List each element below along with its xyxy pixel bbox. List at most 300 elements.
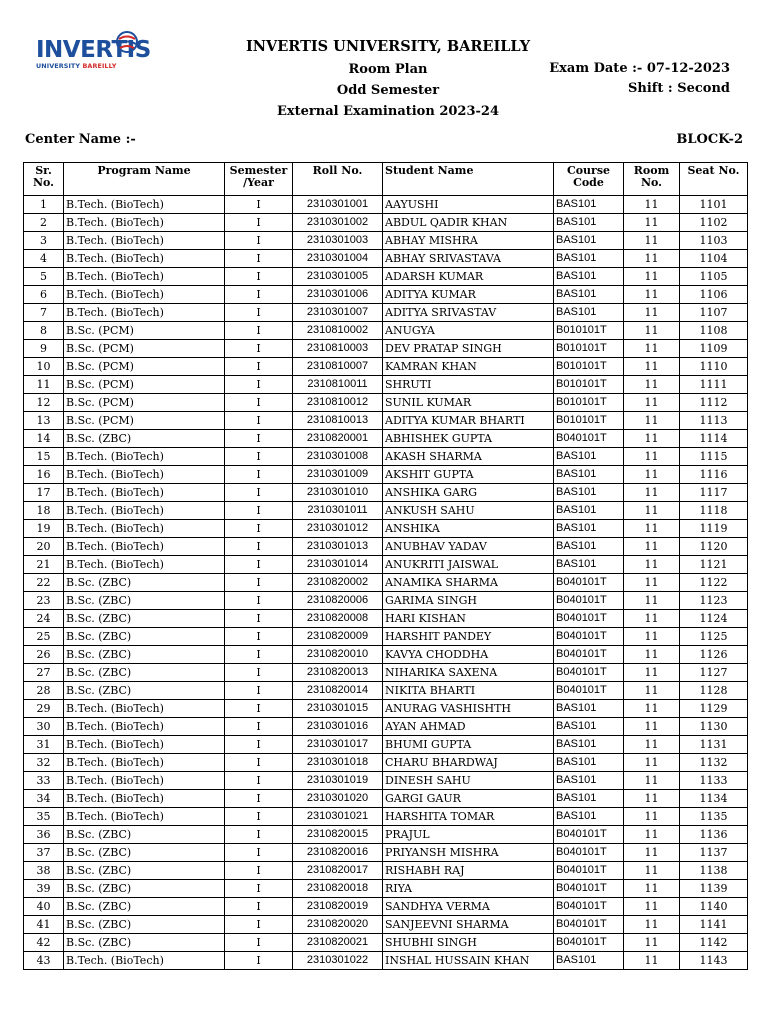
cell-roll-no: 2310820008 bbox=[293, 610, 383, 628]
cell-course-code: BAS101 bbox=[554, 772, 624, 790]
cell-semester: I bbox=[225, 520, 293, 538]
cell-course-code: B010101T bbox=[554, 394, 624, 412]
cell-room-no: 11 bbox=[624, 916, 680, 934]
cell-course-code: B040101T bbox=[554, 592, 624, 610]
cell-roll-no: 2310820020 bbox=[293, 916, 383, 934]
cell-program-name: B.Tech. (BioTech) bbox=[64, 448, 225, 466]
cell-room-no: 11 bbox=[624, 376, 680, 394]
cell-seat-no: 1141 bbox=[680, 916, 748, 934]
cell-sr-no: 31 bbox=[24, 736, 64, 754]
cell-course-code: B040101T bbox=[554, 844, 624, 862]
table-row bbox=[24, 322, 748, 340]
cell-room-no: 11 bbox=[624, 574, 680, 592]
cell-sr-no: 26 bbox=[24, 646, 64, 664]
cell-seat-no: 1107 bbox=[680, 304, 748, 322]
cell-student-name: ANSHIKA bbox=[383, 520, 554, 538]
cell-sr-no: 20 bbox=[24, 538, 64, 556]
cell-course-code: B040101T bbox=[554, 880, 624, 898]
cell-roll-no: 2310820001 bbox=[293, 430, 383, 448]
cell-seat-no: 1129 bbox=[680, 700, 748, 718]
cell-program-name: B.Sc. (PCM) bbox=[64, 376, 225, 394]
cell-sr-no: 18 bbox=[24, 502, 64, 520]
cell-roll-no: 2310301004 bbox=[293, 250, 383, 268]
cell-program-name: B.Sc. (ZBC) bbox=[64, 826, 225, 844]
cell-room-no: 11 bbox=[624, 682, 680, 700]
cell-course-code: BAS101 bbox=[554, 700, 624, 718]
cell-program-name: B.Sc. (ZBC) bbox=[64, 664, 225, 682]
cell-program-name: B.Tech. (BioTech) bbox=[64, 718, 225, 736]
cell-semester: I bbox=[225, 268, 293, 286]
cell-seat-no: 1105 bbox=[680, 268, 748, 286]
cell-course-code: B040101T bbox=[554, 682, 624, 700]
table-row bbox=[24, 952, 748, 970]
cell-semester: I bbox=[225, 772, 293, 790]
cell-room-no: 11 bbox=[624, 268, 680, 286]
cell-semester: I bbox=[225, 304, 293, 322]
cell-sr-no: 32 bbox=[24, 754, 64, 772]
cell-room-no: 11 bbox=[624, 736, 680, 754]
cell-sr-no: 30 bbox=[24, 718, 64, 736]
cell-sr-no: 9 bbox=[24, 340, 64, 358]
col-header-roll-no: Roll No. bbox=[293, 163, 383, 196]
col-header-sr-no: Sr. No. bbox=[24, 163, 64, 196]
cell-roll-no: 2310810002 bbox=[293, 322, 383, 340]
cell-student-name: HARSHIT PANDEY bbox=[383, 628, 554, 646]
cell-roll-no: 2310301007 bbox=[293, 304, 383, 322]
cell-room-no: 11 bbox=[624, 466, 680, 484]
cell-roll-no: 2310301022 bbox=[293, 952, 383, 970]
document-title: Room Plan bbox=[348, 62, 428, 77]
cell-course-code: BAS101 bbox=[554, 790, 624, 808]
cell-seat-no: 1124 bbox=[680, 610, 748, 628]
cell-roll-no: 2310301001 bbox=[293, 196, 383, 214]
cell-student-name: ABHISHEK GUPTA bbox=[383, 430, 554, 448]
cell-semester: I bbox=[225, 250, 293, 268]
table-row bbox=[24, 934, 748, 952]
cell-semester: I bbox=[225, 196, 293, 214]
cell-student-name: ABDUL QADIR KHAN bbox=[383, 214, 554, 232]
cell-program-name: B.Tech. (BioTech) bbox=[64, 250, 225, 268]
cell-roll-no: 2310820010 bbox=[293, 646, 383, 664]
cell-student-name: SANDHYA VERMA bbox=[383, 898, 554, 916]
cell-roll-no: 2310820009 bbox=[293, 628, 383, 646]
cell-room-no: 11 bbox=[624, 628, 680, 646]
cell-roll-no: 2310301010 bbox=[293, 484, 383, 502]
cell-semester: I bbox=[225, 610, 293, 628]
cell-program-name: B.Tech. (BioTech) bbox=[64, 952, 225, 970]
cell-seat-no: 1127 bbox=[680, 664, 748, 682]
cell-sr-no: 40 bbox=[24, 898, 64, 916]
cell-roll-no: 2310301003 bbox=[293, 232, 383, 250]
cell-program-name: B.Tech. (BioTech) bbox=[64, 736, 225, 754]
cell-student-name: INSHAL HUSSAIN KHAN bbox=[383, 952, 554, 970]
table-row bbox=[24, 214, 748, 232]
cell-seat-no: 1115 bbox=[680, 448, 748, 466]
table-row bbox=[24, 376, 748, 394]
cell-semester: I bbox=[225, 502, 293, 520]
cell-student-name: ANUBHAV YADAV bbox=[383, 538, 554, 556]
cell-program-name: B.Sc. (PCM) bbox=[64, 340, 225, 358]
cell-program-name: B.Tech. (BioTech) bbox=[64, 232, 225, 250]
cell-program-name: B.Sc. (ZBC) bbox=[64, 844, 225, 862]
cell-program-name: B.Sc. (ZBC) bbox=[64, 934, 225, 952]
cell-semester: I bbox=[225, 394, 293, 412]
cell-sr-no: 6 bbox=[24, 286, 64, 304]
cell-semester: I bbox=[225, 538, 293, 556]
table-row bbox=[24, 412, 748, 430]
cell-sr-no: 15 bbox=[24, 448, 64, 466]
cell-room-no: 11 bbox=[624, 952, 680, 970]
cell-roll-no: 2310810012 bbox=[293, 394, 383, 412]
cell-semester: I bbox=[225, 934, 293, 952]
cell-seat-no: 1122 bbox=[680, 574, 748, 592]
cell-semester: I bbox=[225, 754, 293, 772]
table-row bbox=[24, 880, 748, 898]
cell-roll-no: 2310301011 bbox=[293, 502, 383, 520]
cell-program-name: B.Sc. (ZBC) bbox=[64, 898, 225, 916]
cell-room-no: 11 bbox=[624, 718, 680, 736]
cell-student-name: AAYUSHI bbox=[383, 196, 554, 214]
table-row bbox=[24, 340, 748, 358]
cell-student-name: KAVYA CHODDHA bbox=[383, 646, 554, 664]
cell-seat-no: 1143 bbox=[680, 952, 748, 970]
cell-sr-no: 14 bbox=[24, 430, 64, 448]
cell-student-name: ANUKRITI JAISWAL bbox=[383, 556, 554, 574]
cell-semester: I bbox=[225, 844, 293, 862]
cell-student-name: ANSHIKA GARG bbox=[383, 484, 554, 502]
cell-course-code: BAS101 bbox=[554, 484, 624, 502]
cell-student-name: AKASH SHARMA bbox=[383, 448, 554, 466]
cell-seat-no: 1135 bbox=[680, 808, 748, 826]
cell-student-name: PRIYANSH MISHRA bbox=[383, 844, 554, 862]
cell-roll-no: 2310301009 bbox=[293, 466, 383, 484]
cell-room-no: 11 bbox=[624, 610, 680, 628]
cell-program-name: B.Tech. (BioTech) bbox=[64, 772, 225, 790]
cell-course-code: B040101T bbox=[554, 898, 624, 916]
cell-seat-no: 1109 bbox=[680, 340, 748, 358]
table-header-row bbox=[24, 163, 748, 196]
cell-roll-no: 2310301014 bbox=[293, 556, 383, 574]
center-name-label: Center Name :- bbox=[25, 132, 136, 147]
cell-roll-no: 2310301016 bbox=[293, 718, 383, 736]
cell-student-name: HARI KISHAN bbox=[383, 610, 554, 628]
block-label: BLOCK-2 bbox=[676, 132, 743, 147]
cell-course-code: BAS101 bbox=[554, 196, 624, 214]
cell-course-code: B010101T bbox=[554, 322, 624, 340]
cell-program-name: B.Tech. (BioTech) bbox=[64, 754, 225, 772]
cell-roll-no: 2310301008 bbox=[293, 448, 383, 466]
semester-label: Odd Semester bbox=[336, 83, 440, 98]
cell-room-no: 11 bbox=[624, 862, 680, 880]
cell-student-name: ABHAY SRIVASTAVA bbox=[383, 250, 554, 268]
cell-student-name: NIKITA BHARTI bbox=[383, 682, 554, 700]
cell-course-code: B040101T bbox=[554, 934, 624, 952]
cell-seat-no: 1138 bbox=[680, 862, 748, 880]
table-row bbox=[24, 664, 748, 682]
cell-seat-no: 1136 bbox=[680, 826, 748, 844]
cell-seat-no: 1133 bbox=[680, 772, 748, 790]
cell-roll-no: 2310301006 bbox=[293, 286, 383, 304]
cell-seat-no: 1117 bbox=[680, 484, 748, 502]
cell-program-name: B.Tech. (BioTech) bbox=[64, 538, 225, 556]
cell-room-no: 11 bbox=[624, 880, 680, 898]
table-row bbox=[24, 430, 748, 448]
cell-semester: I bbox=[225, 628, 293, 646]
cell-roll-no: 2310820019 bbox=[293, 898, 383, 916]
cell-roll-no: 2310820021 bbox=[293, 934, 383, 952]
cell-sr-no: 10 bbox=[24, 358, 64, 376]
cell-roll-no: 2310810003 bbox=[293, 340, 383, 358]
cell-program-name: B.Sc. (ZBC) bbox=[64, 682, 225, 700]
cell-sr-no: 36 bbox=[24, 826, 64, 844]
cell-room-no: 11 bbox=[624, 502, 680, 520]
cell-semester: I bbox=[225, 430, 293, 448]
cell-semester: I bbox=[225, 718, 293, 736]
cell-semester: I bbox=[225, 592, 293, 610]
cell-semester: I bbox=[225, 466, 293, 484]
cell-program-name: B.Tech. (BioTech) bbox=[64, 808, 225, 826]
cell-student-name: RIYA bbox=[383, 880, 554, 898]
cell-student-name: ADITYA KUMAR bbox=[383, 286, 554, 304]
cell-room-no: 11 bbox=[624, 250, 680, 268]
cell-sr-no: 13 bbox=[24, 412, 64, 430]
cell-program-name: B.Tech. (BioTech) bbox=[64, 556, 225, 574]
table-row bbox=[24, 538, 748, 556]
cell-seat-no: 1120 bbox=[680, 538, 748, 556]
cell-room-no: 11 bbox=[624, 700, 680, 718]
cell-course-code: BAS101 bbox=[554, 250, 624, 268]
cell-student-name: ABHAY MISHRA bbox=[383, 232, 554, 250]
cell-room-no: 11 bbox=[624, 304, 680, 322]
cell-program-name: B.Tech. (BioTech) bbox=[64, 214, 225, 232]
cell-course-code: BAS101 bbox=[554, 286, 624, 304]
cell-course-code: B040101T bbox=[554, 664, 624, 682]
table-row bbox=[24, 358, 748, 376]
cell-course-code: BAS101 bbox=[554, 520, 624, 538]
table-row bbox=[24, 592, 748, 610]
cell-seat-no: 1134 bbox=[680, 790, 748, 808]
cell-course-code: B040101T bbox=[554, 628, 624, 646]
table-row bbox=[24, 700, 748, 718]
cell-course-code: B010101T bbox=[554, 340, 624, 358]
exam-label: External Examination 2023-24 bbox=[276, 104, 500, 119]
cell-room-no: 11 bbox=[624, 646, 680, 664]
cell-sr-no: 21 bbox=[24, 556, 64, 574]
cell-roll-no: 2310301005 bbox=[293, 268, 383, 286]
cell-roll-no: 2310810013 bbox=[293, 412, 383, 430]
cell-course-code: BAS101 bbox=[554, 736, 624, 754]
cell-seat-no: 1118 bbox=[680, 502, 748, 520]
cell-course-code: BAS101 bbox=[554, 214, 624, 232]
cell-sr-no: 24 bbox=[24, 610, 64, 628]
cell-course-code: BAS101 bbox=[554, 232, 624, 250]
cell-sr-no: 25 bbox=[24, 628, 64, 646]
cell-sr-no: 19 bbox=[24, 520, 64, 538]
cell-room-no: 11 bbox=[624, 844, 680, 862]
table-row bbox=[24, 250, 748, 268]
cell-seat-no: 1108 bbox=[680, 322, 748, 340]
cell-sr-no: 7 bbox=[24, 304, 64, 322]
cell-roll-no: 2310820016 bbox=[293, 844, 383, 862]
cell-student-name: DEV PRATAP SINGH bbox=[383, 340, 554, 358]
cell-room-no: 11 bbox=[624, 826, 680, 844]
cell-room-no: 11 bbox=[624, 808, 680, 826]
table-row bbox=[24, 304, 748, 322]
cell-sr-no: 37 bbox=[24, 844, 64, 862]
cell-sr-no: 38 bbox=[24, 862, 64, 880]
table-row bbox=[24, 268, 748, 286]
cell-room-no: 11 bbox=[624, 286, 680, 304]
exam-date: Exam Date :- 07-12-2023 bbox=[549, 61, 730, 76]
cell-course-code: BAS101 bbox=[554, 952, 624, 970]
table-row bbox=[24, 898, 748, 916]
cell-roll-no: 2310820013 bbox=[293, 664, 383, 682]
cell-room-no: 11 bbox=[624, 412, 680, 430]
cell-course-code: B040101T bbox=[554, 610, 624, 628]
cell-sr-no: 8 bbox=[24, 322, 64, 340]
cell-course-code: B040101T bbox=[554, 916, 624, 934]
cell-roll-no: 2310301002 bbox=[293, 214, 383, 232]
cell-sr-no: 42 bbox=[24, 934, 64, 952]
cell-program-name: B.Sc. (ZBC) bbox=[64, 862, 225, 880]
cell-seat-no: 1137 bbox=[680, 844, 748, 862]
cell-room-no: 11 bbox=[624, 556, 680, 574]
table-body bbox=[24, 196, 748, 970]
cell-roll-no: 2310820017 bbox=[293, 862, 383, 880]
cell-program-name: B.Sc. (ZBC) bbox=[64, 430, 225, 448]
table-row bbox=[24, 736, 748, 754]
table-row bbox=[24, 196, 748, 214]
cell-sr-no: 3 bbox=[24, 232, 64, 250]
cell-seat-no: 1113 bbox=[680, 412, 748, 430]
cell-sr-no: 27 bbox=[24, 664, 64, 682]
cell-semester: I bbox=[225, 700, 293, 718]
table-row bbox=[24, 232, 748, 250]
cell-seat-no: 1132 bbox=[680, 754, 748, 772]
col-header-room-no: Room No. bbox=[624, 163, 680, 196]
cell-course-code: B040101T bbox=[554, 646, 624, 664]
cell-course-code: B010101T bbox=[554, 358, 624, 376]
cell-roll-no: 2310301020 bbox=[293, 790, 383, 808]
cell-program-name: B.Sc. (ZBC) bbox=[64, 916, 225, 934]
cell-sr-no: 33 bbox=[24, 772, 64, 790]
cell-program-name: B.Sc. (PCM) bbox=[64, 358, 225, 376]
cell-course-code: BAS101 bbox=[554, 268, 624, 286]
cell-semester: I bbox=[225, 412, 293, 430]
cell-roll-no: 2310820018 bbox=[293, 880, 383, 898]
cell-program-name: B.Tech. (BioTech) bbox=[64, 790, 225, 808]
cell-program-name: B.Tech. (BioTech) bbox=[64, 286, 225, 304]
col-header-program-name: Program Name bbox=[64, 163, 225, 196]
cell-roll-no: 2310301012 bbox=[293, 520, 383, 538]
cell-course-code: BAS101 bbox=[554, 304, 624, 322]
cell-seat-no: 1130 bbox=[680, 718, 748, 736]
cell-semester: I bbox=[225, 448, 293, 466]
cell-room-no: 11 bbox=[624, 772, 680, 790]
table-row bbox=[24, 646, 748, 664]
cell-seat-no: 1116 bbox=[680, 466, 748, 484]
cell-student-name: SHUBHI SINGH bbox=[383, 934, 554, 952]
cell-seat-no: 1123 bbox=[680, 592, 748, 610]
cell-student-name: ANUGYA bbox=[383, 322, 554, 340]
logo-wordmark: INVERTIS bbox=[36, 37, 151, 63]
cell-sr-no: 16 bbox=[24, 466, 64, 484]
cell-sr-no: 35 bbox=[24, 808, 64, 826]
cell-semester: I bbox=[225, 808, 293, 826]
cell-program-name: B.Sc. (PCM) bbox=[64, 394, 225, 412]
cell-semester: I bbox=[225, 322, 293, 340]
cell-student-name: ADITYA SRIVASTAV bbox=[383, 304, 554, 322]
cell-student-name: NIHARIKA SAXENA bbox=[383, 664, 554, 682]
cell-roll-no: 2310301015 bbox=[293, 700, 383, 718]
cell-seat-no: 1131 bbox=[680, 736, 748, 754]
cell-room-no: 11 bbox=[624, 214, 680, 232]
cell-semester: I bbox=[225, 952, 293, 970]
cell-course-code: BAS101 bbox=[554, 538, 624, 556]
cell-sr-no: 39 bbox=[24, 880, 64, 898]
cell-student-name: ANAMIKA SHARMA bbox=[383, 574, 554, 592]
cell-course-code: B040101T bbox=[554, 574, 624, 592]
cell-room-no: 11 bbox=[624, 898, 680, 916]
shift-label: Shift : Second bbox=[627, 81, 730, 96]
cell-seat-no: 1139 bbox=[680, 880, 748, 898]
table-row bbox=[24, 628, 748, 646]
cell-semester: I bbox=[225, 862, 293, 880]
cell-semester: I bbox=[225, 898, 293, 916]
cell-semester: I bbox=[225, 214, 293, 232]
table-row bbox=[24, 862, 748, 880]
cell-student-name: KAMRAN KHAN bbox=[383, 358, 554, 376]
cell-semester: I bbox=[225, 646, 293, 664]
cell-room-no: 11 bbox=[624, 394, 680, 412]
university-name: INVERTIS UNIVERSITY, BAREILLY bbox=[245, 38, 531, 55]
cell-student-name: ANURAG VASHISHTH bbox=[383, 700, 554, 718]
cell-sr-no: 22 bbox=[24, 574, 64, 592]
cell-program-name: B.Sc. (ZBC) bbox=[64, 592, 225, 610]
cell-roll-no: 2310820002 bbox=[293, 574, 383, 592]
cell-student-name: DINESH SAHU bbox=[383, 772, 554, 790]
cell-room-no: 11 bbox=[624, 196, 680, 214]
cell-seat-no: 1111 bbox=[680, 376, 748, 394]
col-header-semester: Semester /Year bbox=[225, 163, 293, 196]
cell-semester: I bbox=[225, 682, 293, 700]
cell-room-no: 11 bbox=[624, 430, 680, 448]
cell-semester: I bbox=[225, 826, 293, 844]
col-header-student-name: Student Name bbox=[383, 163, 554, 196]
cell-program-name: B.Tech. (BioTech) bbox=[64, 484, 225, 502]
cell-student-name: ADARSH KUMAR bbox=[383, 268, 554, 286]
cell-sr-no: 5 bbox=[24, 268, 64, 286]
cell-roll-no: 2310820015 bbox=[293, 826, 383, 844]
cell-seat-no: 1102 bbox=[680, 214, 748, 232]
cell-roll-no: 2310301017 bbox=[293, 736, 383, 754]
table-row bbox=[24, 574, 748, 592]
cell-seat-no: 1125 bbox=[680, 628, 748, 646]
cell-student-name: GARGI GAUR bbox=[383, 790, 554, 808]
cell-room-no: 11 bbox=[624, 448, 680, 466]
table-row bbox=[24, 754, 748, 772]
cell-roll-no: 2310301021 bbox=[293, 808, 383, 826]
cell-room-no: 11 bbox=[624, 322, 680, 340]
cell-semester: I bbox=[225, 790, 293, 808]
cell-sr-no: 23 bbox=[24, 592, 64, 610]
cell-student-name: ANKUSH SAHU bbox=[383, 502, 554, 520]
cell-student-name: SANJEEVNI SHARMA bbox=[383, 916, 554, 934]
cell-semester: I bbox=[225, 358, 293, 376]
cell-sr-no: 4 bbox=[24, 250, 64, 268]
cell-seat-no: 1106 bbox=[680, 286, 748, 304]
cell-seat-no: 1103 bbox=[680, 232, 748, 250]
